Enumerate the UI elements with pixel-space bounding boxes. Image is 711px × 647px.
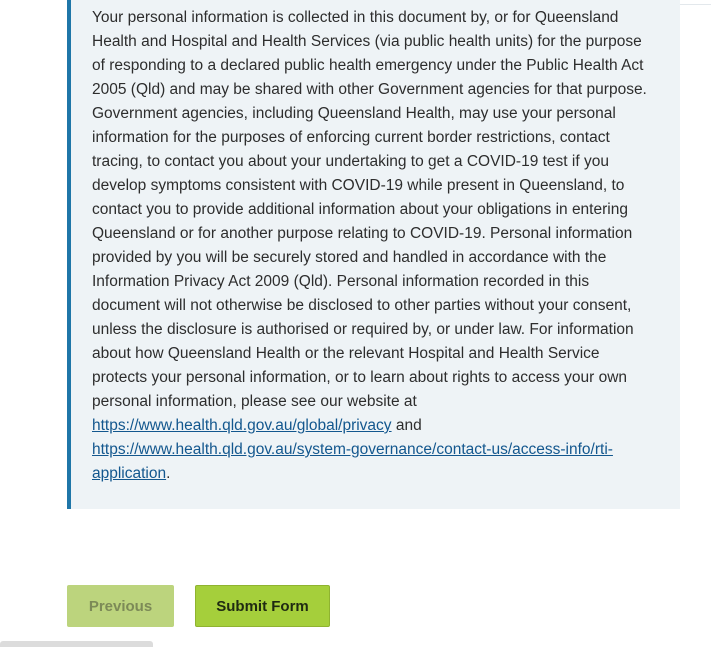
- privacy-policy-link[interactable]: https://www.health.qld.gov.au/global/privacy: [92, 417, 392, 434]
- rti-application-link[interactable]: https://www.health.qld.gov.au/system-governance/contact-us/access-info/rti-application: [92, 441, 613, 482]
- previous-button[interactable]: Previous: [67, 585, 174, 627]
- submit-form-button[interactable]: Submit Form: [195, 585, 330, 627]
- horizontal-scrollbar[interactable]: [0, 641, 153, 647]
- privacy-notice: [67, 0, 680, 509]
- link-conjunction: and: [395, 417, 422, 434]
- end-punctuation: .: [166, 465, 171, 482]
- privacy-notice-paragraph: Your personal information is collected in this document by, or for Queensland Health and Hospital and Health Services (via public health units) for the purpose of responding to a declared public health emergency under the Public Health Act 2005 (Qld) and may be shared with other Government agencies for that purpose. Government agencies, including Queensland Health, may use your personal information for the purposes of enforcing current border restrictions, contact tracing, to contact you about your undertaking to get a COVID-19 test if you develop symptoms consistent with COVID-19 while present in Queensland, to contact you to provide additional information about your obligations in entering Queensland or for another purpose relating to COVID-19. Personal information provided by you will be securely stored and handled in accordance with the Information Privacy Act 2009 (Qld). Personal information recorded in this document will not otherwise be disclosed to other parties without your consent, unless the disclosure is authorised or required by, or under law. For information about how Queensland Health or the relevant Hospital and Health Service protects your personal information, or to learn about rights to access your own personal information, please see our website at: [92, 9, 647, 410]
- privacy-notice-text: [92, 6, 658, 486]
